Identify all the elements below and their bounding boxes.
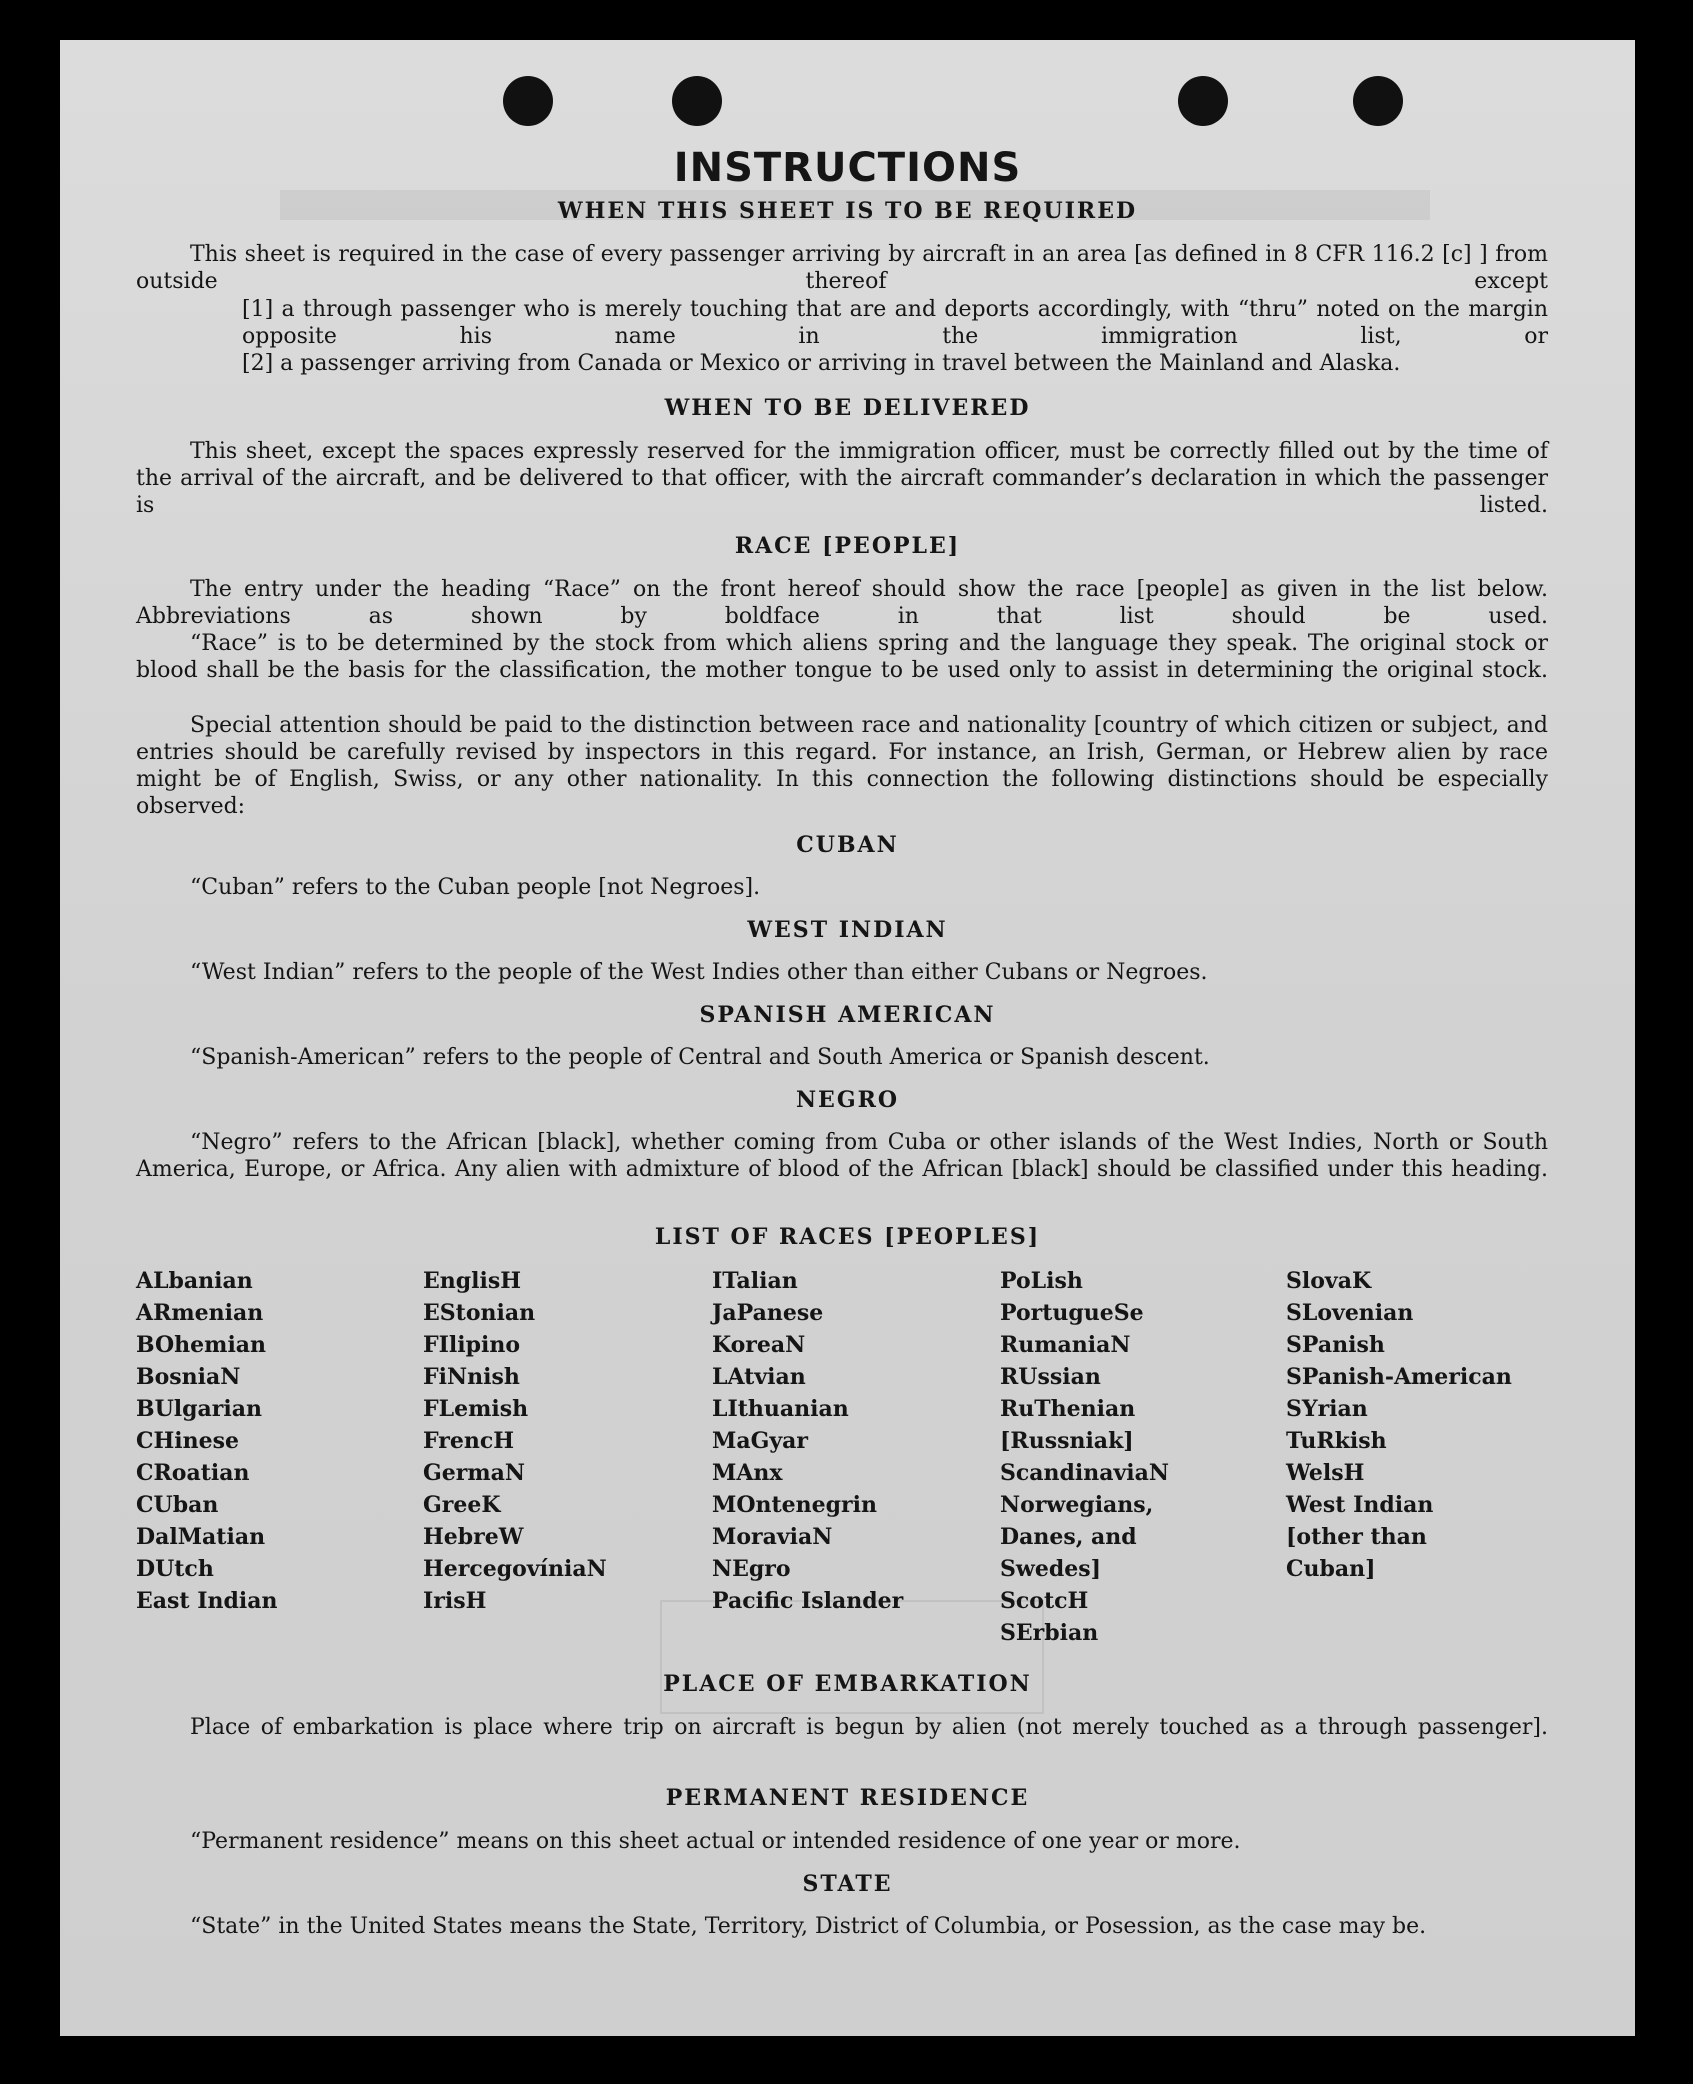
race-item: CHinese — [136, 1428, 240, 1454]
punch-hole-1 — [503, 76, 553, 126]
race-item: GermaN — [423, 1460, 526, 1486]
race-item: ARmenian — [136, 1300, 264, 1326]
delivery-text: This sheet, except the spaces expressly reserved for the immigration officer, must be correctly filled out by the time of the arrival of the aircraft, and be delivered to that officer, with the aircraft commander’s declaration in which the passenger is listed. — [136, 439, 1548, 518]
race-item: BUlgarian — [136, 1396, 262, 1422]
race-item: MOntenegrin — [712, 1492, 877, 1518]
cuban-text: “Cuban” refers to the Cuban people [not Negroes]. — [190, 875, 761, 900]
race-item: ScotcH — [1000, 1588, 1089, 1614]
state-heading: STATE — [802, 1871, 893, 1897]
required-exception-2: [2] a passenger arriving from Canada or Mexico or arriving in travel between the Mainland and Alaska. — [242, 351, 1401, 376]
race-item: Pacific Islander — [712, 1588, 904, 1614]
race-item: East Indian — [136, 1588, 278, 1614]
race-item: HercegovíniaN — [423, 1556, 607, 1582]
race-item: SErbian — [1000, 1620, 1099, 1646]
required-exception-1: [1] a through passenger who is merely touching that are and deports accordingly, with “thru” noted on the margin opposite his name in the immigration list, or — [242, 297, 1548, 349]
race-heading: RACE [PEOPLE] — [734, 533, 961, 559]
race-item: SYrian — [1286, 1396, 1368, 1422]
race-item: LAtvian — [712, 1364, 806, 1390]
required-intro: This sheet is required in the case of every passenger arriving by aircraft in an area [as defined in 8 CFR 116.2 [c] ] from outside thereof except — [136, 242, 1548, 294]
race-item: IrisH — [423, 1588, 487, 1614]
race-item: SlovaK — [1286, 1268, 1372, 1294]
race-item: FLemish — [423, 1396, 529, 1422]
race-item: NEgro — [712, 1556, 791, 1582]
races-column-3 — [712, 1265, 903, 1617]
spanish-american-heading: SPANISH AMERICAN — [699, 1002, 996, 1028]
document-sheet — [60, 40, 1635, 2036]
race-item: JaPanese — [712, 1300, 824, 1326]
race-item: FrencH — [423, 1428, 514, 1454]
race-item: ITalian — [712, 1268, 798, 1294]
punch-hole-2 — [672, 76, 722, 126]
embarkation-heading: PLACE OF EMBARKATION — [663, 1671, 1032, 1697]
race-item: West Indian [other than Cuban] — [1286, 1492, 1434, 1582]
race-item: LIthuanian — [712, 1396, 849, 1422]
race-item: SPanish — [1286, 1332, 1385, 1358]
negro-heading: NEGRO — [795, 1087, 900, 1113]
races-column-1 — [136, 1265, 278, 1617]
races-column-5 — [1286, 1265, 1512, 1585]
race-paragraph-3: Special attention should be paid to the distinction between race and nationality [country of which citizen or subject, and entries should be carefully revised by inspectors in this regard. For instance, an Irish, German, or Hebrew alien by race might be of English, Swiss, or any other nationality. In this connection the following distinctions should be especially observed: — [136, 713, 1548, 819]
race-item: ScandinaviaN Norwegians, Danes, and Swedes] — [1000, 1460, 1170, 1582]
race-item: ALbanian — [136, 1268, 253, 1294]
race-item: SPanish-American — [1286, 1364, 1512, 1390]
race-item: EStonian — [423, 1300, 536, 1326]
races-list-heading: LIST OF RACES [PEOPLES] — [654, 1224, 1041, 1250]
race-item: CUban — [136, 1492, 219, 1518]
race-paragraph-2: “Race” is to be determined by the stock from which aliens spring and the language they speak. The original stock or blood shall be the basis for the classification, the mother tongue to be used only to assist in determining the original stock. — [136, 631, 1548, 683]
race-item: RumaniaN — [1000, 1332, 1131, 1358]
race-paragraph-1: The entry under the heading “Race” on the front hereof should show the race [people] as given in the list below. Abbreviations as shown by boldface in that list should be used. — [136, 577, 1548, 629]
race-item: GreeK — [423, 1492, 501, 1518]
race-item: BosniaN — [136, 1364, 241, 1390]
race-item: MoraviaN — [712, 1524, 833, 1550]
west-indian-text: “West Indian” refers to the people of the West Indies other than either Cubans or Negroes. — [190, 960, 1208, 985]
race-item: PortugueSe — [1000, 1300, 1144, 1326]
residence-heading: PERMANENT RESIDENCE — [665, 1785, 1030, 1811]
delivery-heading: WHEN TO BE DELIVERED — [664, 395, 1031, 421]
residence-text: “Permanent residence” means on this sheet actual or intended residence of one year or more. — [190, 1829, 1241, 1854]
races-column-4 — [1000, 1265, 1210, 1649]
state-text: “State” in the United States means the State, Territory, District of Columbia, or Posession, as the case may be. — [190, 1914, 1427, 1939]
race-item: SLovenian — [1286, 1300, 1414, 1326]
race-item: DUtch — [136, 1556, 214, 1582]
spanish-american-text: “Spanish-American” refers to the people of Central and South America or Spanish descent. — [190, 1045, 1210, 1070]
race-item: RUssian — [1000, 1364, 1101, 1390]
page-title: INSTRUCTIONS — [673, 145, 1022, 191]
west-indian-heading: WEST INDIAN — [747, 917, 948, 943]
race-item: MAnx — [712, 1460, 783, 1486]
race-item: FiNnish — [423, 1364, 520, 1390]
required-heading: WHEN THIS SHEET IS TO BE REQUIRED — [557, 198, 1138, 224]
race-item: MaGyar — [712, 1428, 809, 1454]
race-item: TuRkish — [1286, 1428, 1387, 1454]
race-item: BOhemian — [136, 1332, 267, 1358]
race-item: DalMatian — [136, 1524, 266, 1550]
negro-text: “Negro” refers to the African [black], whether coming from Cuba or other islands of the West Indies, North or South America, Europe, or Africa. Any alien with admixture of blood of the African [black] should be classified under this heading. — [136, 1130, 1548, 1182]
punch-hole-3 — [1178, 76, 1228, 126]
race-item: WelsH — [1286, 1460, 1365, 1486]
race-item: CRoatian — [136, 1460, 250, 1486]
race-item: KoreaN — [712, 1332, 806, 1358]
embarkation-text: Place of embarkation is place where trip on aircraft is begun by alien (not merely touched as a through passenger]. — [190, 1715, 1548, 1740]
race-item: PoLish — [1000, 1268, 1083, 1294]
race-item: HebreW — [423, 1524, 524, 1550]
race-item: RuThenian [Russniak] — [1000, 1396, 1136, 1454]
race-item: EnglisH — [423, 1268, 522, 1294]
cuban-heading: CUBAN — [796, 832, 899, 858]
races-column-2 — [423, 1265, 607, 1617]
race-item: FIlipino — [423, 1332, 521, 1358]
punch-hole-4 — [1353, 76, 1403, 126]
